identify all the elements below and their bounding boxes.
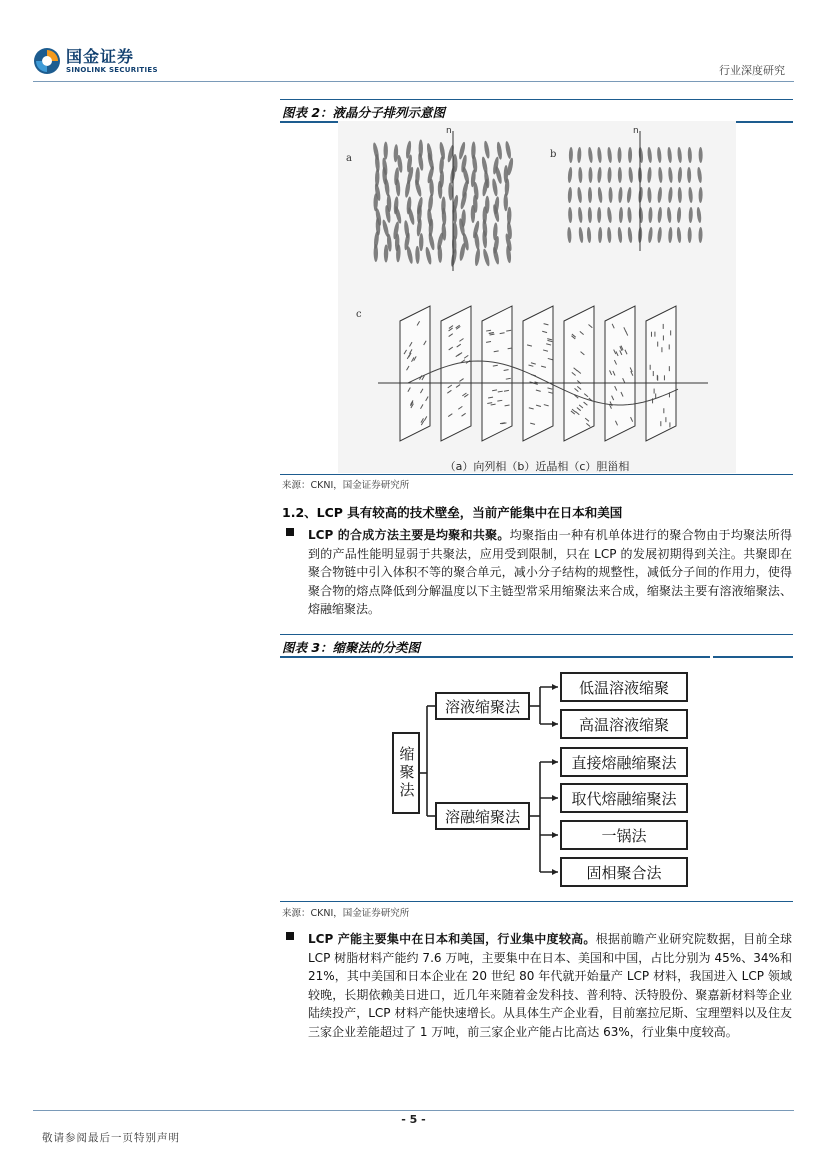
report-type: 行业深度研究 bbox=[719, 64, 785, 77]
leaf-substituted-melt: 取代熔融缩聚法 bbox=[560, 783, 688, 813]
paragraph-1-text bbox=[308, 526, 792, 619]
bullet-square-icon bbox=[286, 932, 294, 940]
layer-plane bbox=[646, 306, 676, 441]
logo-text-en: SINOLINK SECURITIES bbox=[66, 66, 158, 74]
branch-melt: 溶融缩聚法 bbox=[435, 802, 530, 830]
figure2-bottom-rule bbox=[280, 474, 793, 475]
figure2-title: 图表 2：液晶分子排列示意图 bbox=[282, 105, 446, 120]
figure2-source: 来源：CKNI，国金证券研究所 bbox=[282, 480, 410, 491]
layer-plane bbox=[523, 306, 553, 441]
root-node bbox=[392, 732, 420, 814]
figure2-top-rule bbox=[280, 99, 793, 100]
section-heading: 1.2、LCP 具有较高的技术壁垒，当前产能集中在日本和美国 bbox=[282, 505, 623, 520]
paragraph-1-lead: LCP 的合成方法主要是均聚和共聚。 bbox=[308, 528, 510, 542]
layer-plane bbox=[441, 306, 471, 441]
root-node-label: 缩聚法 bbox=[397, 746, 416, 800]
figure2-caption: （a）向列相（b）近晶相（c）胆甾相 bbox=[444, 460, 630, 473]
leaf-solid-phase: 固相聚合法 bbox=[560, 857, 688, 887]
layer-plane bbox=[605, 306, 635, 441]
leaf-one-pot: 一锅法 bbox=[560, 820, 688, 850]
paragraph-1 bbox=[286, 526, 792, 626]
paragraph-1-body: 均聚指由一种有机单体进行的聚合物由于均聚法所得到的产品性能明显弱于共聚法，应用受到限制，只在 LCP 的发展初期得到关注。共聚即在聚合物链中引入体积不等的聚合单元，减小分子结构的规整性，减低分子间的作用力，使得聚合物的熔点降低到分解温度以下主链型常采用缩聚法来合成，缩聚法主要有溶液缩聚法、熔融缩聚法。 bbox=[308, 528, 792, 616]
polycondensation-tree bbox=[380, 660, 720, 892]
molecule bbox=[688, 227, 692, 243]
figure3-title-accent bbox=[713, 656, 793, 658]
logo-text-cn: 国金证券 bbox=[66, 47, 135, 66]
panel-a-label: a bbox=[346, 153, 352, 164]
layer-plane bbox=[564, 306, 594, 441]
panel-b-label: b bbox=[550, 149, 557, 160]
leaf-direct-melt: 直接熔融缩聚法 bbox=[560, 747, 688, 777]
layer-plane bbox=[400, 306, 430, 441]
branch-solution: 溶液缩聚法 bbox=[435, 692, 530, 720]
sinolink-logo-icon bbox=[33, 47, 61, 75]
figure3-title-rule bbox=[280, 656, 710, 658]
paragraph-2-text bbox=[308, 930, 792, 1041]
layer-plane bbox=[482, 306, 512, 441]
page-number: - 5 - bbox=[401, 1113, 426, 1126]
figure3-top-rule bbox=[280, 634, 793, 635]
axis-n-b-label: n bbox=[633, 126, 639, 136]
panel-c-label: c bbox=[356, 309, 362, 320]
leaf-high-temp: 高温溶液缩聚 bbox=[560, 709, 688, 739]
bullet-square-icon bbox=[286, 528, 294, 536]
footer-divider bbox=[33, 1110, 794, 1111]
liquid-crystal-diagram bbox=[338, 121, 736, 473]
paragraph-2-lead: LCP 产能主要集中在日本和美国，行业集中度较高。 bbox=[308, 932, 596, 946]
figure3-title: 图表 3：缩聚法的分类图 bbox=[282, 640, 421, 655]
paragraph-2-body: 根据前瞻产业研究院数据，目前全球 LCP 树脂材料产能约 7.6 万吨，主要集中在日本、美国和中国，占比分别为 45%、34%和 21%，其中美国和日本企业在 20 世纪 80 年代就开始量产 LCP 材料，我国进入 LCP 领域较晚，长期依赖美日进口，近几年来随着金发科技、普利特、沃特股份、聚嘉新材料等企业陆续投产，LCP 材料产能快速增长。从具体生产企业看，目前塞拉尼斯、宝理塑料以及住友三家企业差能超过了 1 万吨，前三家企业产能占比高达 63%，行业集中度较高。 bbox=[308, 932, 792, 1039]
disclaimer-note: 敬请参阅最后一页特别声明 bbox=[42, 1132, 180, 1144]
figure3-bottom-rule bbox=[280, 901, 793, 902]
molecule bbox=[618, 147, 622, 163]
axis-n-a-label: n bbox=[446, 126, 452, 136]
header-divider bbox=[33, 81, 794, 82]
paragraph-2 bbox=[286, 930, 792, 1070]
leaf-low-temp: 低温溶液缩聚 bbox=[560, 672, 688, 702]
figure3-source: 来源：CKNI，国金证券研究所 bbox=[282, 908, 410, 919]
